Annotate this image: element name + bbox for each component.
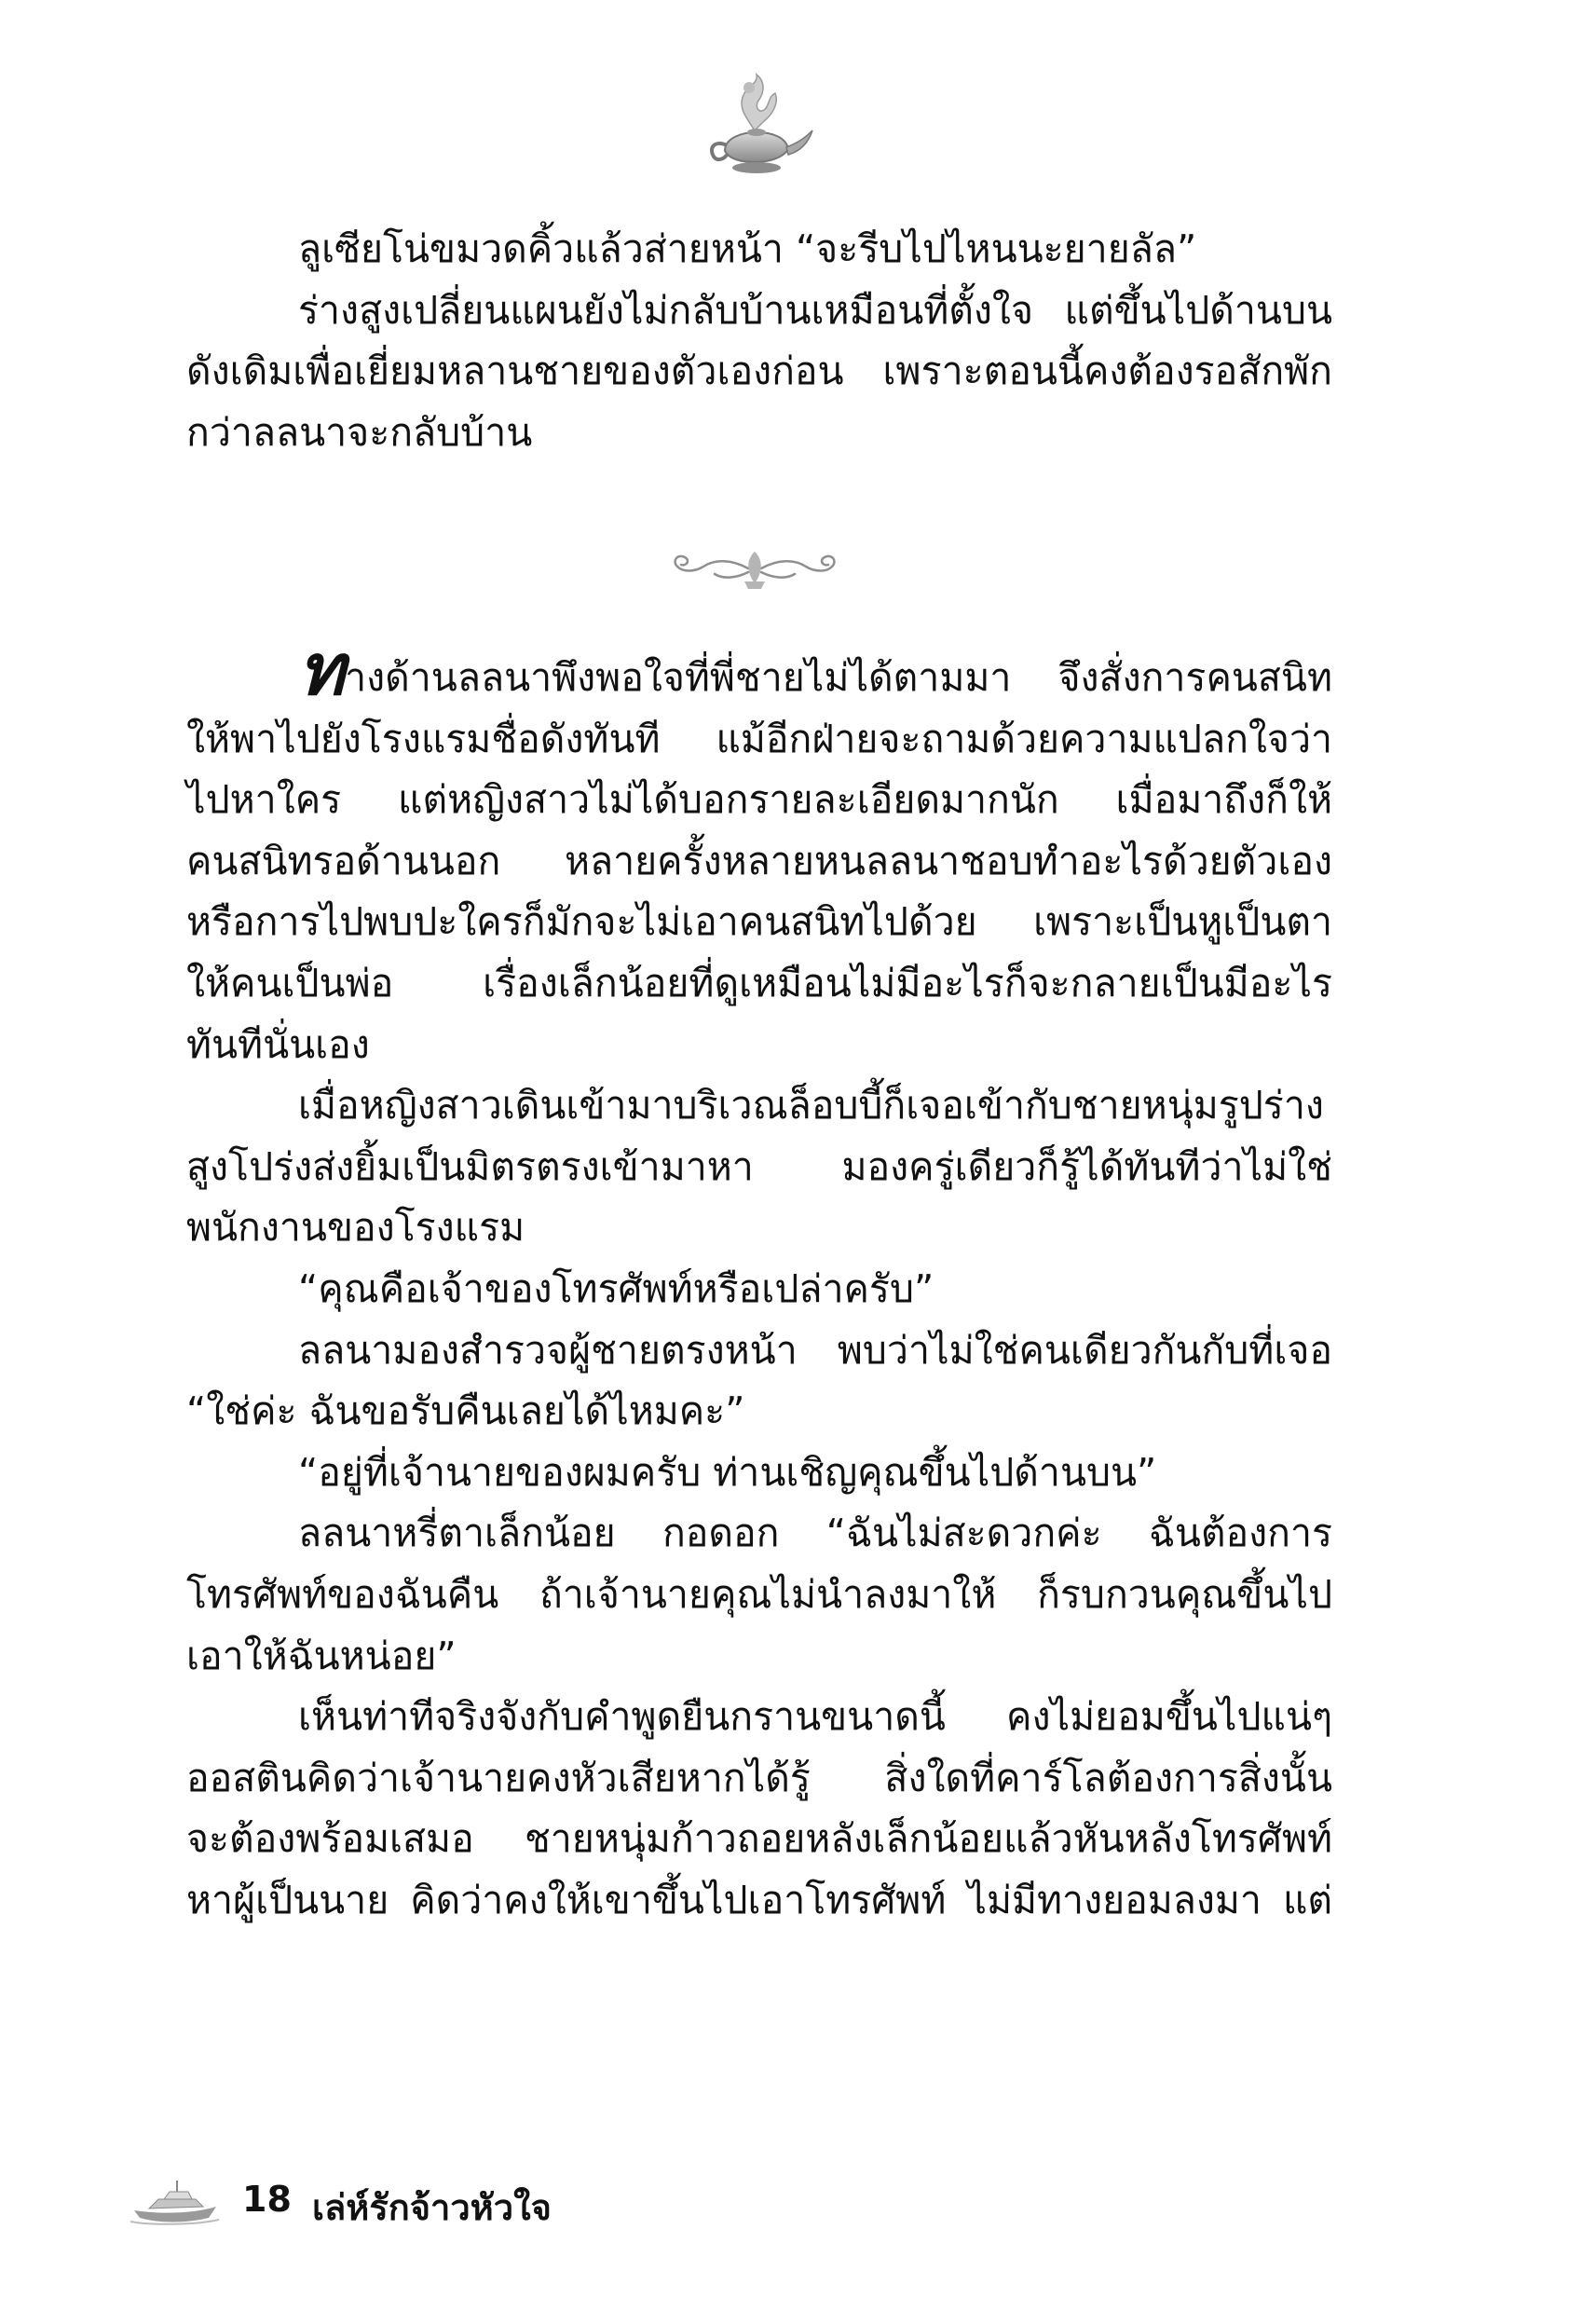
page-number: 18 (242, 2179, 292, 2220)
text-line: ไปหาใคร แต่หญิงสาวไม่ได้บอกรายละเอียดมากนัก เมื่อมาถึงก็ให้ (186, 777, 1332, 823)
text-line: เมื่อหญิงสาวเดินเข้ามาบริเวณล็อบบี้ก็เจอเข้ากับชายหนุ่มรูปร่าง (298, 1083, 1324, 1128)
text-line: ให้คนเป็นพ่อ เรื่องเล็กน้อยที่ดูเหมือนไม่มีอะไรก็จะกลายเป็นมีอะไร (186, 960, 1332, 1005)
text-line: ร่างสูงเปลี่ยนแผนยังไม่กลับบ้านเหมือนที่ตั้งใจ แต่ขึ้นไปด้านบน (298, 287, 1332, 333)
text-line: จะต้องพร้อมเสมอ ชายหนุ่มก้าวถอยหลังเล็กน้อยแล้วหันหลังโทรศัพท์ (186, 1816, 1332, 1862)
yacht-icon (130, 2171, 219, 2227)
text-line: กว่าลลนาจะกลับบ้าน (186, 409, 533, 455)
text-line: หาผู้เป็นนาย คิดว่าคงให้เขาขึ้นไปเอาโทรศัพท์ ไม่มีทางยอมลงมา แต่ (186, 1877, 1332, 1922)
text-line: ทันทีนั่นเอง (186, 1021, 370, 1067)
text-line: ออสตินคิดว่าเจ้านายคงหัวเสียหากได้รู้ สิ่งใดที่คาร์โลต้องการสิ่งนั้น (186, 1755, 1332, 1800)
text-line: เห็นท่าทีจริงจังกับคำพูดยืนกรานขนาดนี้ คงไม่ยอมขึ้นไปแน่ๆ (298, 1694, 1332, 1740)
paragraph-block-2 (186, 628, 1332, 1931)
page-footer (130, 2162, 689, 2236)
text-line: โทรศัพท์ของฉันคืน ถ้าเจ้านายคุณไม่นำลงมาให้ ก็รบกวนคุณขึ้นไป (186, 1571, 1332, 1617)
text-line-rest: างด้านลลนาพึงพอใจที่พี่ชายไม่ได้ตามมา จึงสั่งการคนสนิท (345, 655, 1332, 700)
text-line: หรือการไปพบปะใครก็มักจะไม่เอาคนสนิทไปด้วย เพราะเป็นหูเป็นตา (186, 899, 1332, 945)
text-line: “คุณคือเจ้าของโทรศัพท์หรือเปล่าครับ” (298, 1265, 934, 1311)
text-line: ลูเซียโน่ขมวดคิ้วแล้วส่ายหน้า “จะรีบไปไหนนะยายลัล” (298, 226, 1197, 271)
text-line: “ใช่ค่ะ ฉันขอรับคืนเลยได้ไหมคะ” (186, 1388, 745, 1434)
paragraph-block-1 (186, 219, 1332, 463)
text-line: ลลนามองสำรวจผู้ชายตรงหน้า พบว่าไม่ใช่คนเดียวกันกับที่เจอ (298, 1327, 1332, 1373)
drop-cap: ท (298, 628, 346, 711)
text-line: ดังเดิมเพื่อเยี่ยมหลานชายของตัวเองก่อน เพราะตอนนี้คงต้องรอสักพัก (186, 349, 1332, 394)
genie-lamp-icon (689, 65, 820, 186)
text-line: สูงโปร่งส่งยิ้มเป็นมิตรตรงเข้ามาหา มองครู่เดียวก็รู้ได้ทันทีว่าไม่ใช่ (186, 1143, 1332, 1189)
book-title: เล่ห์รักจ้าวหัวใจ (312, 2187, 552, 2228)
text-line: คนสนิทรอด้านนอก หลายครั้งหลายหนลลนาชอบทำอะไรด้วยตัวเอง (186, 838, 1332, 883)
text-line: ให้พาไปยังโรงแรมชื่อดังทันที แม้อีกฝ่ายจะถามด้วยความแปลกใจว่า (186, 716, 1332, 761)
text-line-with-dropcap (186, 628, 1332, 711)
text-line: เอาให้ฉันหน่อย” (186, 1633, 457, 1678)
text-line: พนักงานของโรงแรม (186, 1205, 525, 1251)
ornament-divider-icon (657, 540, 853, 596)
text-line: “อยู่ที่เจ้านายของผมครับ ท่านเชิญคุณขึ้นไปด้านบน” (298, 1449, 1157, 1495)
text-line: ลลนาหรี่ตาเล็กน้อย กอดอก “ฉันไม่สะดวกค่ะ ฉันต้องการ (298, 1511, 1332, 1556)
